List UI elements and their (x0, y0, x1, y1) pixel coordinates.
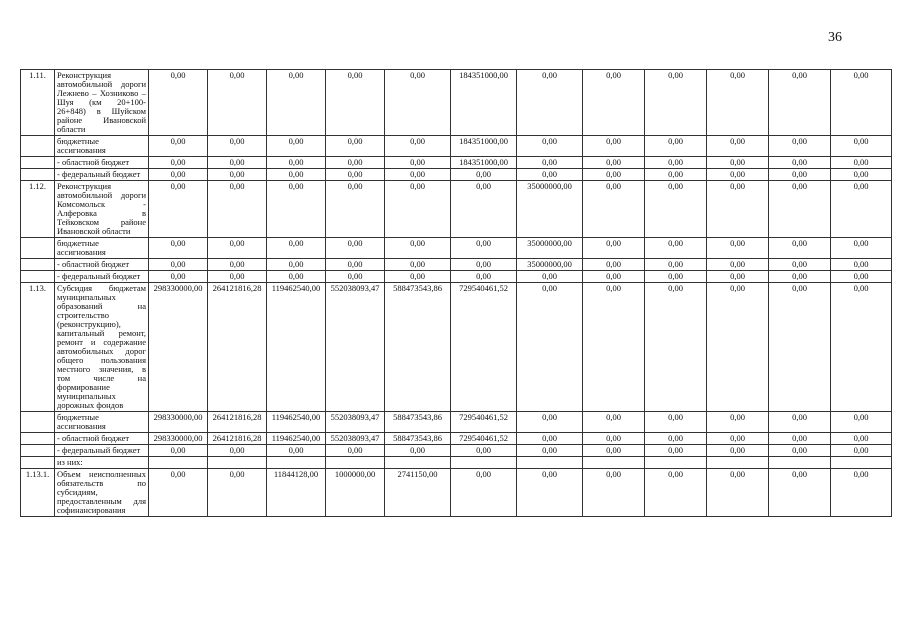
amount-cell: 0,00 (645, 433, 707, 445)
amount-cell: 0,00 (517, 157, 583, 169)
amount-cell: 0,00 (149, 271, 208, 283)
row-index: 1.11. (21, 70, 55, 136)
amount-cell (267, 457, 326, 469)
row-index: 1.13.1. (21, 469, 55, 517)
amount-cell: 0,00 (267, 181, 326, 238)
amount-cell (517, 457, 583, 469)
amount-cell: 0,00 (517, 283, 583, 412)
amount-cell: 0,00 (831, 70, 892, 136)
amount-cell: 0,00 (267, 259, 326, 271)
amount-cell: 0,00 (645, 181, 707, 238)
amount-cell: 0,00 (149, 136, 208, 157)
amount-cell: 552038093,47 (326, 433, 385, 445)
amount-cell: 0,00 (645, 136, 707, 157)
row-description: Реконструкция автомобильной дороги Комсомольск - Алферовка в Тейковском районе Ивановской области (55, 181, 149, 238)
amount-cell: 0,00 (645, 259, 707, 271)
amount-cell: 298330000,00 (149, 412, 208, 433)
amount-cell: 0,00 (831, 412, 892, 433)
amount-cell: 0,00 (583, 445, 645, 457)
page-number: 36 (828, 30, 842, 45)
amount-cell: 588473543,86 (385, 412, 451, 433)
amount-cell: 0,00 (517, 445, 583, 457)
table-row (21, 271, 892, 283)
amount-cell: 0,00 (769, 70, 831, 136)
table-row (21, 157, 892, 169)
amount-cell: 729540461,52 (451, 412, 517, 433)
row-index (21, 157, 55, 169)
amount-cell: 0,00 (208, 259, 267, 271)
amount-cell: 0,00 (769, 136, 831, 157)
amount-cell: 0,00 (645, 238, 707, 259)
amount-cell: 0,00 (385, 136, 451, 157)
amount-cell: 0,00 (326, 169, 385, 181)
amount-cell: 0,00 (831, 283, 892, 412)
amount-cell: 0,00 (451, 469, 517, 517)
amount-cell: 119462540,00 (267, 412, 326, 433)
amount-cell: 0,00 (149, 70, 208, 136)
amount-cell: 0,00 (583, 70, 645, 136)
row-description: бюджетные ассигнования (55, 136, 149, 157)
table-row (21, 433, 892, 445)
amount-cell: 0,00 (583, 238, 645, 259)
amount-cell: 0,00 (707, 412, 769, 433)
amount-cell: 0,00 (645, 169, 707, 181)
budget-table (20, 69, 892, 517)
amount-cell: 0,00 (707, 259, 769, 271)
amount-cell: 264121816,28 (208, 433, 267, 445)
row-description: бюджетные ассигнования (55, 412, 149, 433)
row-description: Объем неисполненных обязательств по субсидиям, предоставленным для софинансирования (55, 469, 149, 517)
amount-cell: 0,00 (208, 169, 267, 181)
amount-cell: 0,00 (707, 271, 769, 283)
row-description: - федеральный бюджет (55, 445, 149, 457)
amount-cell: 0,00 (831, 238, 892, 259)
amount-cell: 0,00 (326, 259, 385, 271)
amount-cell: 0,00 (583, 169, 645, 181)
amount-cell: 0,00 (583, 412, 645, 433)
amount-cell: 588473543,86 (385, 433, 451, 445)
row-description: - федеральный бюджет (55, 271, 149, 283)
table-row (21, 70, 892, 136)
table-row (21, 412, 892, 433)
amount-cell: 0,00 (451, 169, 517, 181)
amount-cell: 0,00 (326, 136, 385, 157)
amount-cell: 0,00 (208, 70, 267, 136)
table-row (21, 469, 892, 517)
amount-cell: 0,00 (769, 445, 831, 457)
amount-cell: 0,00 (645, 469, 707, 517)
amount-cell: 0,00 (208, 157, 267, 169)
table-row (21, 259, 892, 271)
amount-cell: 2741150,00 (385, 469, 451, 517)
amount-cell: 0,00 (645, 70, 707, 136)
amount-cell: 0,00 (831, 157, 892, 169)
amount-cell: 0,00 (326, 157, 385, 169)
amount-cell (208, 457, 267, 469)
amount-cell: 35000000,00 (517, 238, 583, 259)
amount-cell: 0,00 (707, 445, 769, 457)
amount-cell: 0,00 (517, 271, 583, 283)
amount-cell: 0,00 (208, 445, 267, 457)
amount-cell: 0,00 (208, 136, 267, 157)
row-description: из них: (55, 457, 149, 469)
amount-cell (583, 457, 645, 469)
amount-cell: 0,00 (583, 259, 645, 271)
amount-cell: 0,00 (517, 412, 583, 433)
amount-cell: 0,00 (385, 70, 451, 136)
amount-cell: 0,00 (267, 271, 326, 283)
amount-cell: 729540461,52 (451, 283, 517, 412)
row-index (21, 271, 55, 283)
amount-cell: 0,00 (385, 259, 451, 271)
amount-cell: 0,00 (583, 136, 645, 157)
amount-cell: 0,00 (831, 136, 892, 157)
row-description: - областной бюджет (55, 433, 149, 445)
amount-cell: 0,00 (769, 238, 831, 259)
table-row (21, 181, 892, 238)
amount-cell: 119462540,00 (267, 283, 326, 412)
row-index: 1.12. (21, 181, 55, 238)
row-description: Реконструкция автомобильной дороги Лежнево – Хозниково – Шуя (км 20+100-26+848) в Шуйском районе Ивановской области (55, 70, 149, 136)
row-description: - областной бюджет (55, 259, 149, 271)
row-index (21, 457, 55, 469)
amount-cell: 0,00 (149, 157, 208, 169)
amount-cell (326, 457, 385, 469)
amount-cell: 0,00 (326, 238, 385, 259)
table-row (21, 445, 892, 457)
amount-cell: 0,00 (267, 169, 326, 181)
amount-cell: 0,00 (385, 445, 451, 457)
amount-cell (149, 457, 208, 469)
amount-cell: 552038093,47 (326, 283, 385, 412)
amount-cell: 729540461,52 (451, 433, 517, 445)
amount-cell: 0,00 (645, 283, 707, 412)
row-description: Субсидия бюджетам муниципальных образований на строительство (реконструкцию), капитальный ремонт, ремонт и содержание автомобильных дорог общего пользования местного значения, в том числе на формирование муниципальных дорожных фондов (55, 283, 149, 412)
amount-cell: 0,00 (707, 238, 769, 259)
row-index (21, 412, 55, 433)
amount-cell (645, 457, 707, 469)
amount-cell (707, 457, 769, 469)
row-description: бюджетные ассигнования (55, 238, 149, 259)
amount-cell: 0,00 (208, 271, 267, 283)
row-index (21, 259, 55, 271)
amount-cell: 11844128,00 (267, 469, 326, 517)
row-index: 1.13. (21, 283, 55, 412)
row-index (21, 433, 55, 445)
amount-cell: 0,00 (645, 157, 707, 169)
amount-cell: 0,00 (326, 181, 385, 238)
amount-cell: 0,00 (831, 169, 892, 181)
amount-cell: 0,00 (769, 412, 831, 433)
amount-cell: 0,00 (769, 169, 831, 181)
amount-cell: 0,00 (326, 445, 385, 457)
amount-cell: 264121816,28 (208, 283, 267, 412)
table-row (21, 136, 892, 157)
amount-cell: 0,00 (583, 157, 645, 169)
row-description: - федеральный бюджет (55, 169, 149, 181)
amount-cell: 0,00 (769, 283, 831, 412)
row-index (21, 136, 55, 157)
amount-cell: 0,00 (267, 136, 326, 157)
amount-cell: 0,00 (267, 238, 326, 259)
amount-cell: 119462540,00 (267, 433, 326, 445)
amount-cell: 0,00 (149, 181, 208, 238)
amount-cell: 0,00 (645, 445, 707, 457)
table-row (21, 283, 892, 412)
row-description: - областной бюджет (55, 157, 149, 169)
amount-cell: 0,00 (583, 283, 645, 412)
amount-cell: 0,00 (707, 136, 769, 157)
amount-cell: 0,00 (707, 169, 769, 181)
table-row (21, 169, 892, 181)
amount-cell (831, 457, 892, 469)
amount-cell: 0,00 (831, 271, 892, 283)
amount-cell: 0,00 (451, 445, 517, 457)
amount-cell: 0,00 (583, 181, 645, 238)
row-index (21, 169, 55, 181)
table-row (21, 238, 892, 259)
amount-cell: 0,00 (385, 238, 451, 259)
amount-cell: 0,00 (267, 157, 326, 169)
amount-cell: 0,00 (707, 469, 769, 517)
amount-cell: 0,00 (385, 181, 451, 238)
amount-cell: 184351000,00 (451, 136, 517, 157)
amount-cell: 298330000,00 (149, 283, 208, 412)
amount-cell: 0,00 (769, 181, 831, 238)
amount-cell: 0,00 (517, 136, 583, 157)
amount-cell: 0,00 (326, 271, 385, 283)
amount-cell: 0,00 (831, 469, 892, 517)
amount-cell: 298330000,00 (149, 433, 208, 445)
amount-cell (385, 457, 451, 469)
amount-cell: 0,00 (707, 157, 769, 169)
amount-cell: 0,00 (385, 157, 451, 169)
amount-cell: 0,00 (831, 433, 892, 445)
amount-cell: 588473543,86 (385, 283, 451, 412)
amount-cell: 264121816,28 (208, 412, 267, 433)
amount-cell: 0,00 (267, 70, 326, 136)
amount-cell: 0,00 (208, 238, 267, 259)
amount-cell: 0,00 (583, 433, 645, 445)
amount-cell: 0,00 (326, 70, 385, 136)
amount-cell: 0,00 (831, 181, 892, 238)
amount-cell: 0,00 (645, 271, 707, 283)
amount-cell: 0,00 (385, 271, 451, 283)
amount-cell: 184351000,00 (451, 157, 517, 169)
amount-cell: 0,00 (149, 469, 208, 517)
amount-cell: 0,00 (583, 271, 645, 283)
amount-cell: 1000000,00 (326, 469, 385, 517)
amount-cell (769, 457, 831, 469)
amount-cell: 35000000,00 (517, 259, 583, 271)
amount-cell: 0,00 (385, 169, 451, 181)
amount-cell: 0,00 (769, 259, 831, 271)
amount-cell: 0,00 (149, 169, 208, 181)
amount-cell: 0,00 (707, 70, 769, 136)
amount-cell: 0,00 (769, 157, 831, 169)
amount-cell: 0,00 (769, 271, 831, 283)
amount-cell: 0,00 (451, 238, 517, 259)
amount-cell: 0,00 (831, 259, 892, 271)
amount-cell: 0,00 (769, 433, 831, 445)
amount-cell: 0,00 (451, 271, 517, 283)
amount-cell: 0,00 (451, 181, 517, 238)
amount-cell: 0,00 (149, 259, 208, 271)
amount-cell: 0,00 (769, 469, 831, 517)
amount-cell: 0,00 (645, 412, 707, 433)
row-index (21, 238, 55, 259)
amount-cell: 0,00 (707, 433, 769, 445)
amount-cell: 0,00 (149, 238, 208, 259)
amount-cell (451, 457, 517, 469)
amount-cell: 0,00 (208, 181, 267, 238)
amount-cell: 0,00 (451, 259, 517, 271)
amount-cell: 0,00 (583, 469, 645, 517)
amount-cell: 0,00 (517, 469, 583, 517)
row-index (21, 445, 55, 457)
amount-cell: 552038093,47 (326, 412, 385, 433)
amount-cell: 0,00 (831, 445, 892, 457)
amount-cell: 0,00 (517, 169, 583, 181)
amount-cell: 0,00 (517, 70, 583, 136)
amount-cell: 0,00 (149, 445, 208, 457)
table-row (21, 457, 892, 469)
amount-cell: 0,00 (267, 445, 326, 457)
amount-cell: 0,00 (208, 469, 267, 517)
amount-cell: 0,00 (517, 433, 583, 445)
amount-cell: 0,00 (707, 283, 769, 412)
amount-cell: 0,00 (707, 181, 769, 238)
amount-cell: 35000000,00 (517, 181, 583, 238)
amount-cell: 184351000,00 (451, 70, 517, 136)
